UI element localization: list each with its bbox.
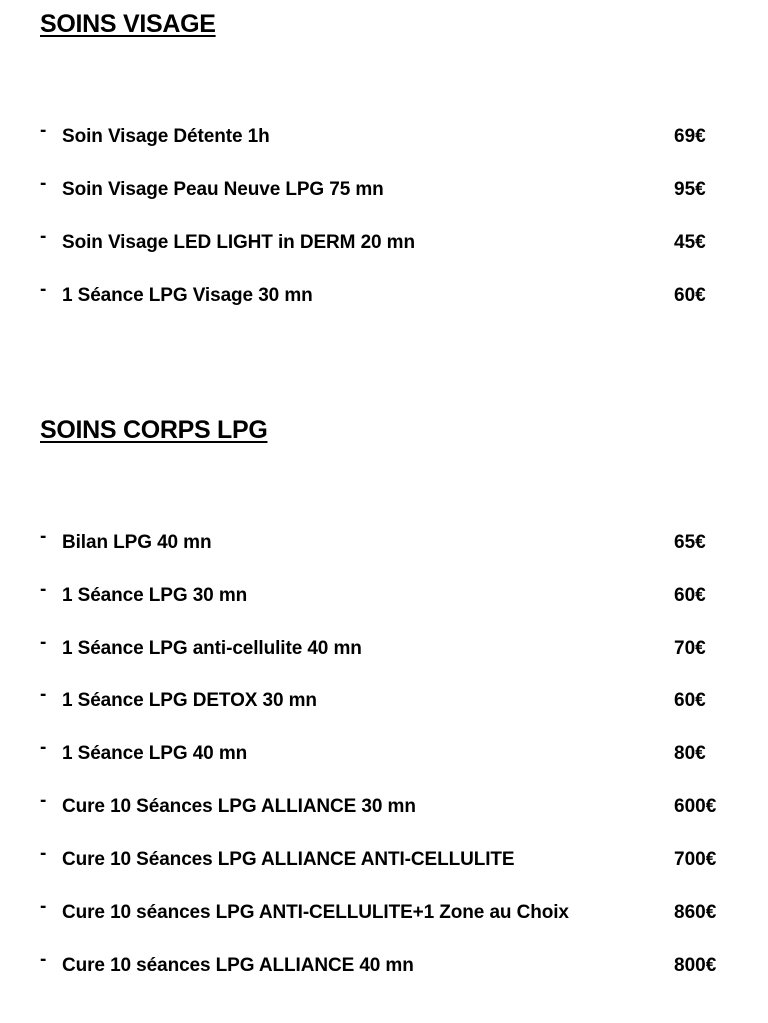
price-list-item (40, 279, 730, 311)
list-bullet: - (40, 949, 47, 970)
price-list-item (40, 632, 730, 664)
price-list-item (40, 684, 730, 716)
price-list-item (40, 526, 730, 558)
list-bullet: - (40, 173, 47, 194)
list-bullet: - (40, 896, 47, 917)
service-price: 70€ (674, 638, 706, 659)
service-name: 1 Séance LPG Visage 30 mn (62, 285, 313, 306)
service-price: 860€ (674, 902, 717, 923)
service-name: Cure 10 séances LPG ANTI-CELLULITE+1 Zone au Choix (62, 902, 569, 923)
service-price: 95€ (674, 179, 706, 200)
price-list-item (40, 737, 730, 769)
service-name: Soin Visage Détente 1h (62, 126, 270, 147)
service-price: 45€ (674, 232, 706, 253)
list-bullet: - (40, 526, 47, 547)
service-name: Cure 10 Séances LPG ALLIANCE ANTI-CELLULITE (62, 849, 515, 870)
service-name: 1 Séance LPG anti-cellulite 40 mn (62, 638, 362, 659)
service-name: 1 Séance LPG 40 mn (62, 743, 248, 764)
service-name: Bilan LPG 40 mn (62, 532, 212, 553)
list-bullet: - (40, 684, 47, 705)
service-price: 600€ (674, 796, 717, 817)
service-name: Cure 10 séances LPG ALLIANCE 40 mn (62, 955, 414, 976)
price-list-item (40, 226, 730, 258)
list-bullet: - (40, 226, 47, 247)
list-bullet: - (40, 579, 47, 600)
list-bullet: - (40, 279, 47, 300)
list-bullet: - (40, 120, 47, 141)
section-title-soins-corps-lpg: SOINS CORPS LPG (40, 416, 268, 444)
price-list-item (40, 843, 730, 875)
list-bullet: - (40, 843, 47, 864)
price-list-item (40, 949, 730, 981)
service-price: 69€ (674, 126, 706, 147)
price-list-item (40, 790, 730, 822)
list-bullet: - (40, 632, 47, 653)
section-title-soins-visage: SOINS VISAGE (40, 10, 216, 38)
service-price: 65€ (674, 532, 706, 553)
service-price: 80€ (674, 743, 706, 764)
service-price: 60€ (674, 285, 706, 306)
price-list-item (40, 120, 730, 152)
service-name: Cure 10 Séances LPG ALLIANCE 30 mn (62, 796, 416, 817)
service-price: 60€ (674, 585, 706, 606)
list-bullet: - (40, 790, 47, 811)
service-price: 700€ (674, 849, 717, 870)
price-list-item (40, 579, 730, 611)
service-name: 1 Séance LPG 30 mn (62, 585, 248, 606)
price-list-item (40, 896, 730, 928)
list-bullet: - (40, 737, 47, 758)
price-list-item (40, 173, 730, 205)
service-price: 800€ (674, 955, 717, 976)
service-price: 60€ (674, 690, 706, 711)
service-name: 1 Séance LPG DETOX 30 mn (62, 690, 317, 711)
service-name: Soin Visage Peau Neuve LPG 75 mn (62, 179, 384, 200)
service-name: Soin Visage LED LIGHT in DERM 20 mn (62, 232, 415, 253)
